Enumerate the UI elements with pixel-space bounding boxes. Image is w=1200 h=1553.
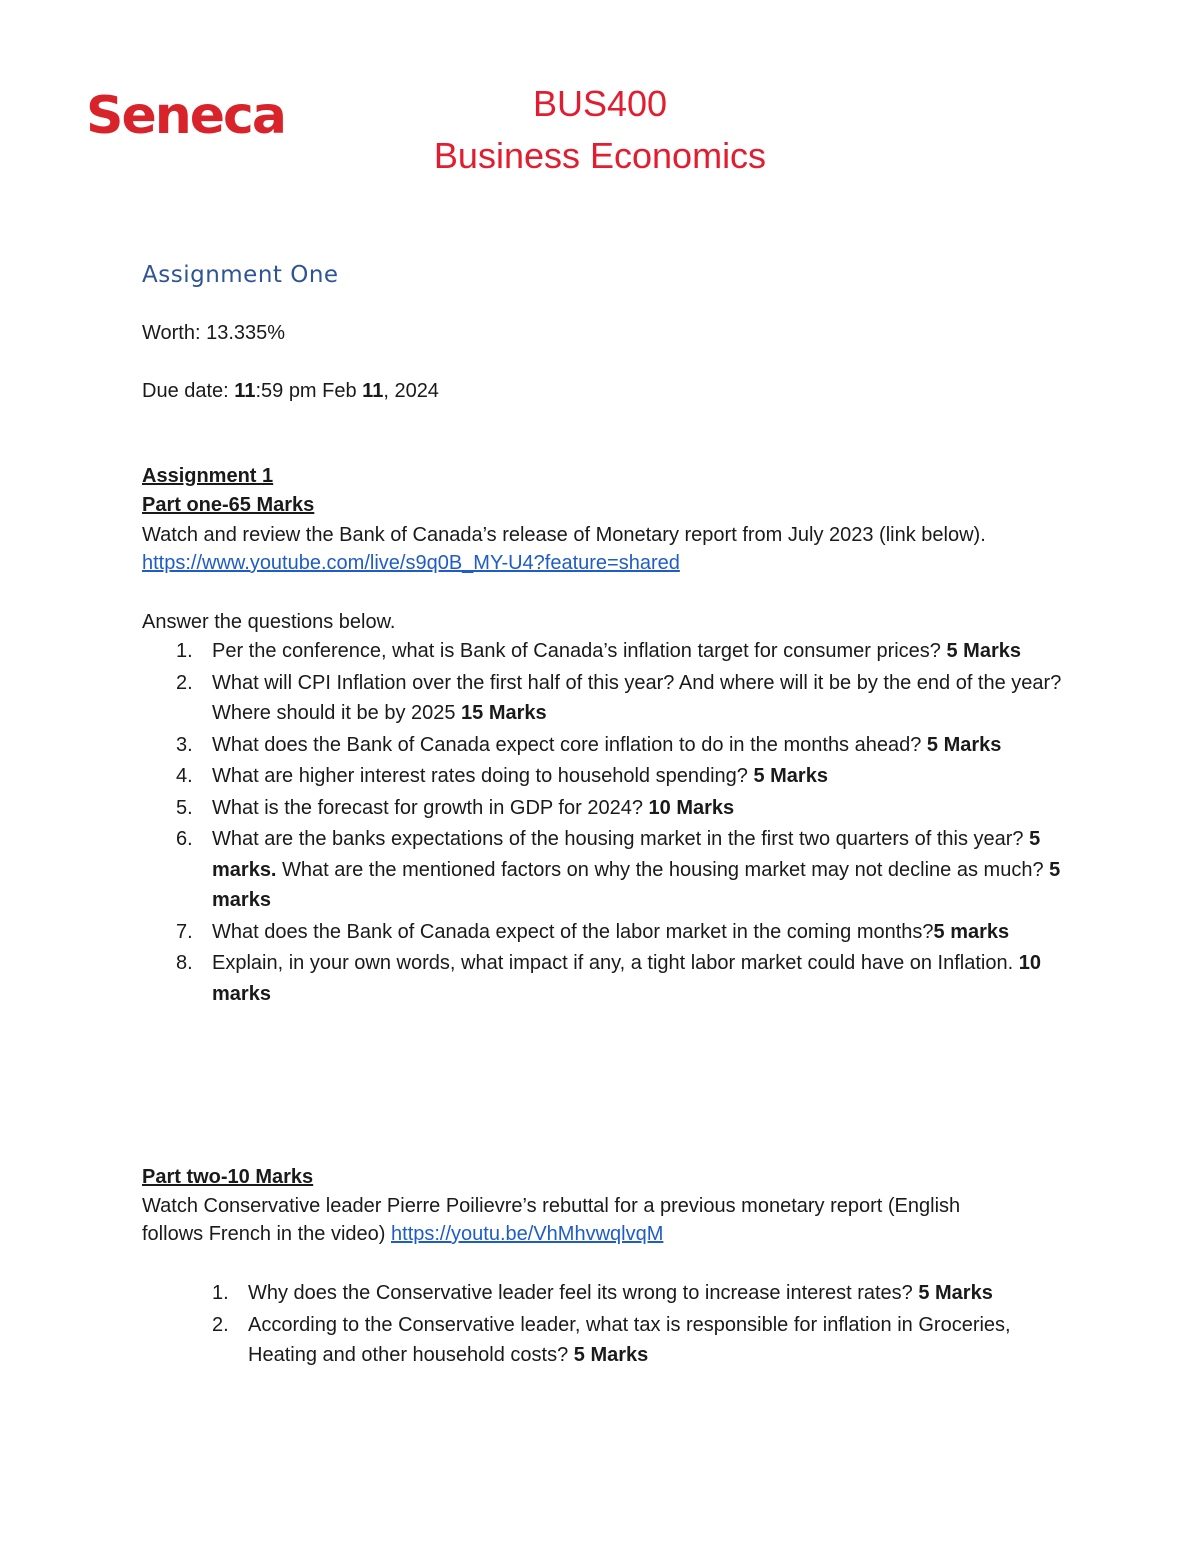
question-item [142,1310,1082,1371]
question-text: Explain, in your own words, what impact if any, a tight labor market could have on Inflation. [212,952,1019,974]
question-text: Why does the Conservative leader feel its wrong to increase interest rates? [248,1282,919,1304]
question-text: What are the mentioned factors on why the housing market may not decline as much? [276,858,1050,881]
question-number: 7. [176,920,193,943]
part-one-instruction: Answer the questions below. [142,611,396,633]
question-item [142,824,1082,916]
question-text: What are the banks expectations of the housing market in the first two quarters of this year? [212,828,1030,850]
course-name: Business Economics [433,135,767,176]
question-text: What does the Bank of Canada expect core inflation to do in the months ahead? [212,733,927,756]
question-number: 2. [176,671,193,694]
part-one-link-line [142,552,680,575]
seneca-logo: Seneca [86,86,285,146]
question-item [142,1278,1082,1309]
due-prefix: Due date: [142,380,235,402]
question-text: What does the Bank of Canada expect of the labor market in the coming months? [212,920,934,943]
question-marks: 5 Marks [918,1282,993,1304]
part-one-title: Part one-65 Marks [142,494,315,516]
course-title-block [300,78,900,182]
question-text: Per the conference, what is Bank of Canada’s inflation target for consumer prices? [212,640,947,662]
question-marks: 5 Marks [573,1344,649,1366]
part-two-question-list [142,1278,1082,1372]
due-mid: :59 pm Feb [255,380,363,402]
part-two-intro-line2 [142,1223,663,1246]
question-marks: 10 marks [212,952,1041,1005]
part-two-intro-text: follows French in the video) [142,1223,392,1245]
question-number: 1. [212,1282,229,1304]
part-one-video-link[interactable]: https://www.youtube.com/live/s9q0B_MY-U4?feature=shared [142,552,680,574]
part-two-video-link[interactable]: https://youtu.be/VhMhvwqlvqM [391,1223,664,1245]
question-marks: 10 Marks [648,796,735,819]
question-marks: 5 marks [933,920,1010,943]
question-text: According to the Conservative leader, what tax is responsible for inflation in Groceries, Heating and other household costs? [248,1313,1011,1366]
question-number: 6. [176,828,193,850]
part-two-intro-line1: Watch Conservative leader Pierre Poilievre’s rebuttal for a previous monetary report (English [142,1195,961,1217]
question-number: 2. [212,1313,229,1336]
question-number: 1. [176,640,193,662]
course-code: BUS400 [532,83,668,124]
question-item [142,730,1082,761]
question-text: What will CPI Inflation over the first half of this year? And where will it be by the end of the year? Where should it be by 2025 [212,671,1062,724]
question-item [142,917,1082,948]
question-marks: 5 Marks [753,765,828,787]
question-item [142,636,1082,667]
question-marks: 5 marks. [212,828,1041,881]
assignment-heading: Assignment One [142,262,339,288]
question-item [142,793,1082,824]
question-marks: 5 marks [212,858,1061,911]
assignment-1-title: Assignment 1 [142,465,274,487]
question-item [142,948,1082,1009]
question-marks: 5 Marks [946,640,1021,662]
question-number: 8. [176,952,193,974]
question-number: 4. [176,765,193,787]
due-year: , 2024 [383,380,439,402]
question-marks: 5 Marks [926,733,1002,756]
question-number: 5. [176,796,193,819]
question-marks: 15 Marks [461,702,547,724]
due-day: 11 [362,380,384,402]
question-number: 3. [176,733,193,756]
question-item [142,761,1082,792]
part-one-question-list [142,636,1082,1010]
part-one-intro: Watch and review the Bank of Canada’s release of Monetary report from July 2023 (link below). [142,524,986,546]
due-date-line [142,380,439,403]
question-item [142,668,1082,729]
part-two-title: Part two-10 Marks [142,1166,314,1188]
due-time-hour: 11 [234,380,256,402]
question-text: What are higher interest rates doing to household spending? [212,765,754,787]
worth-line: Worth: 13.335% [142,322,286,344]
question-text: What is the forecast for growth in GDP for 2024? [212,796,649,819]
